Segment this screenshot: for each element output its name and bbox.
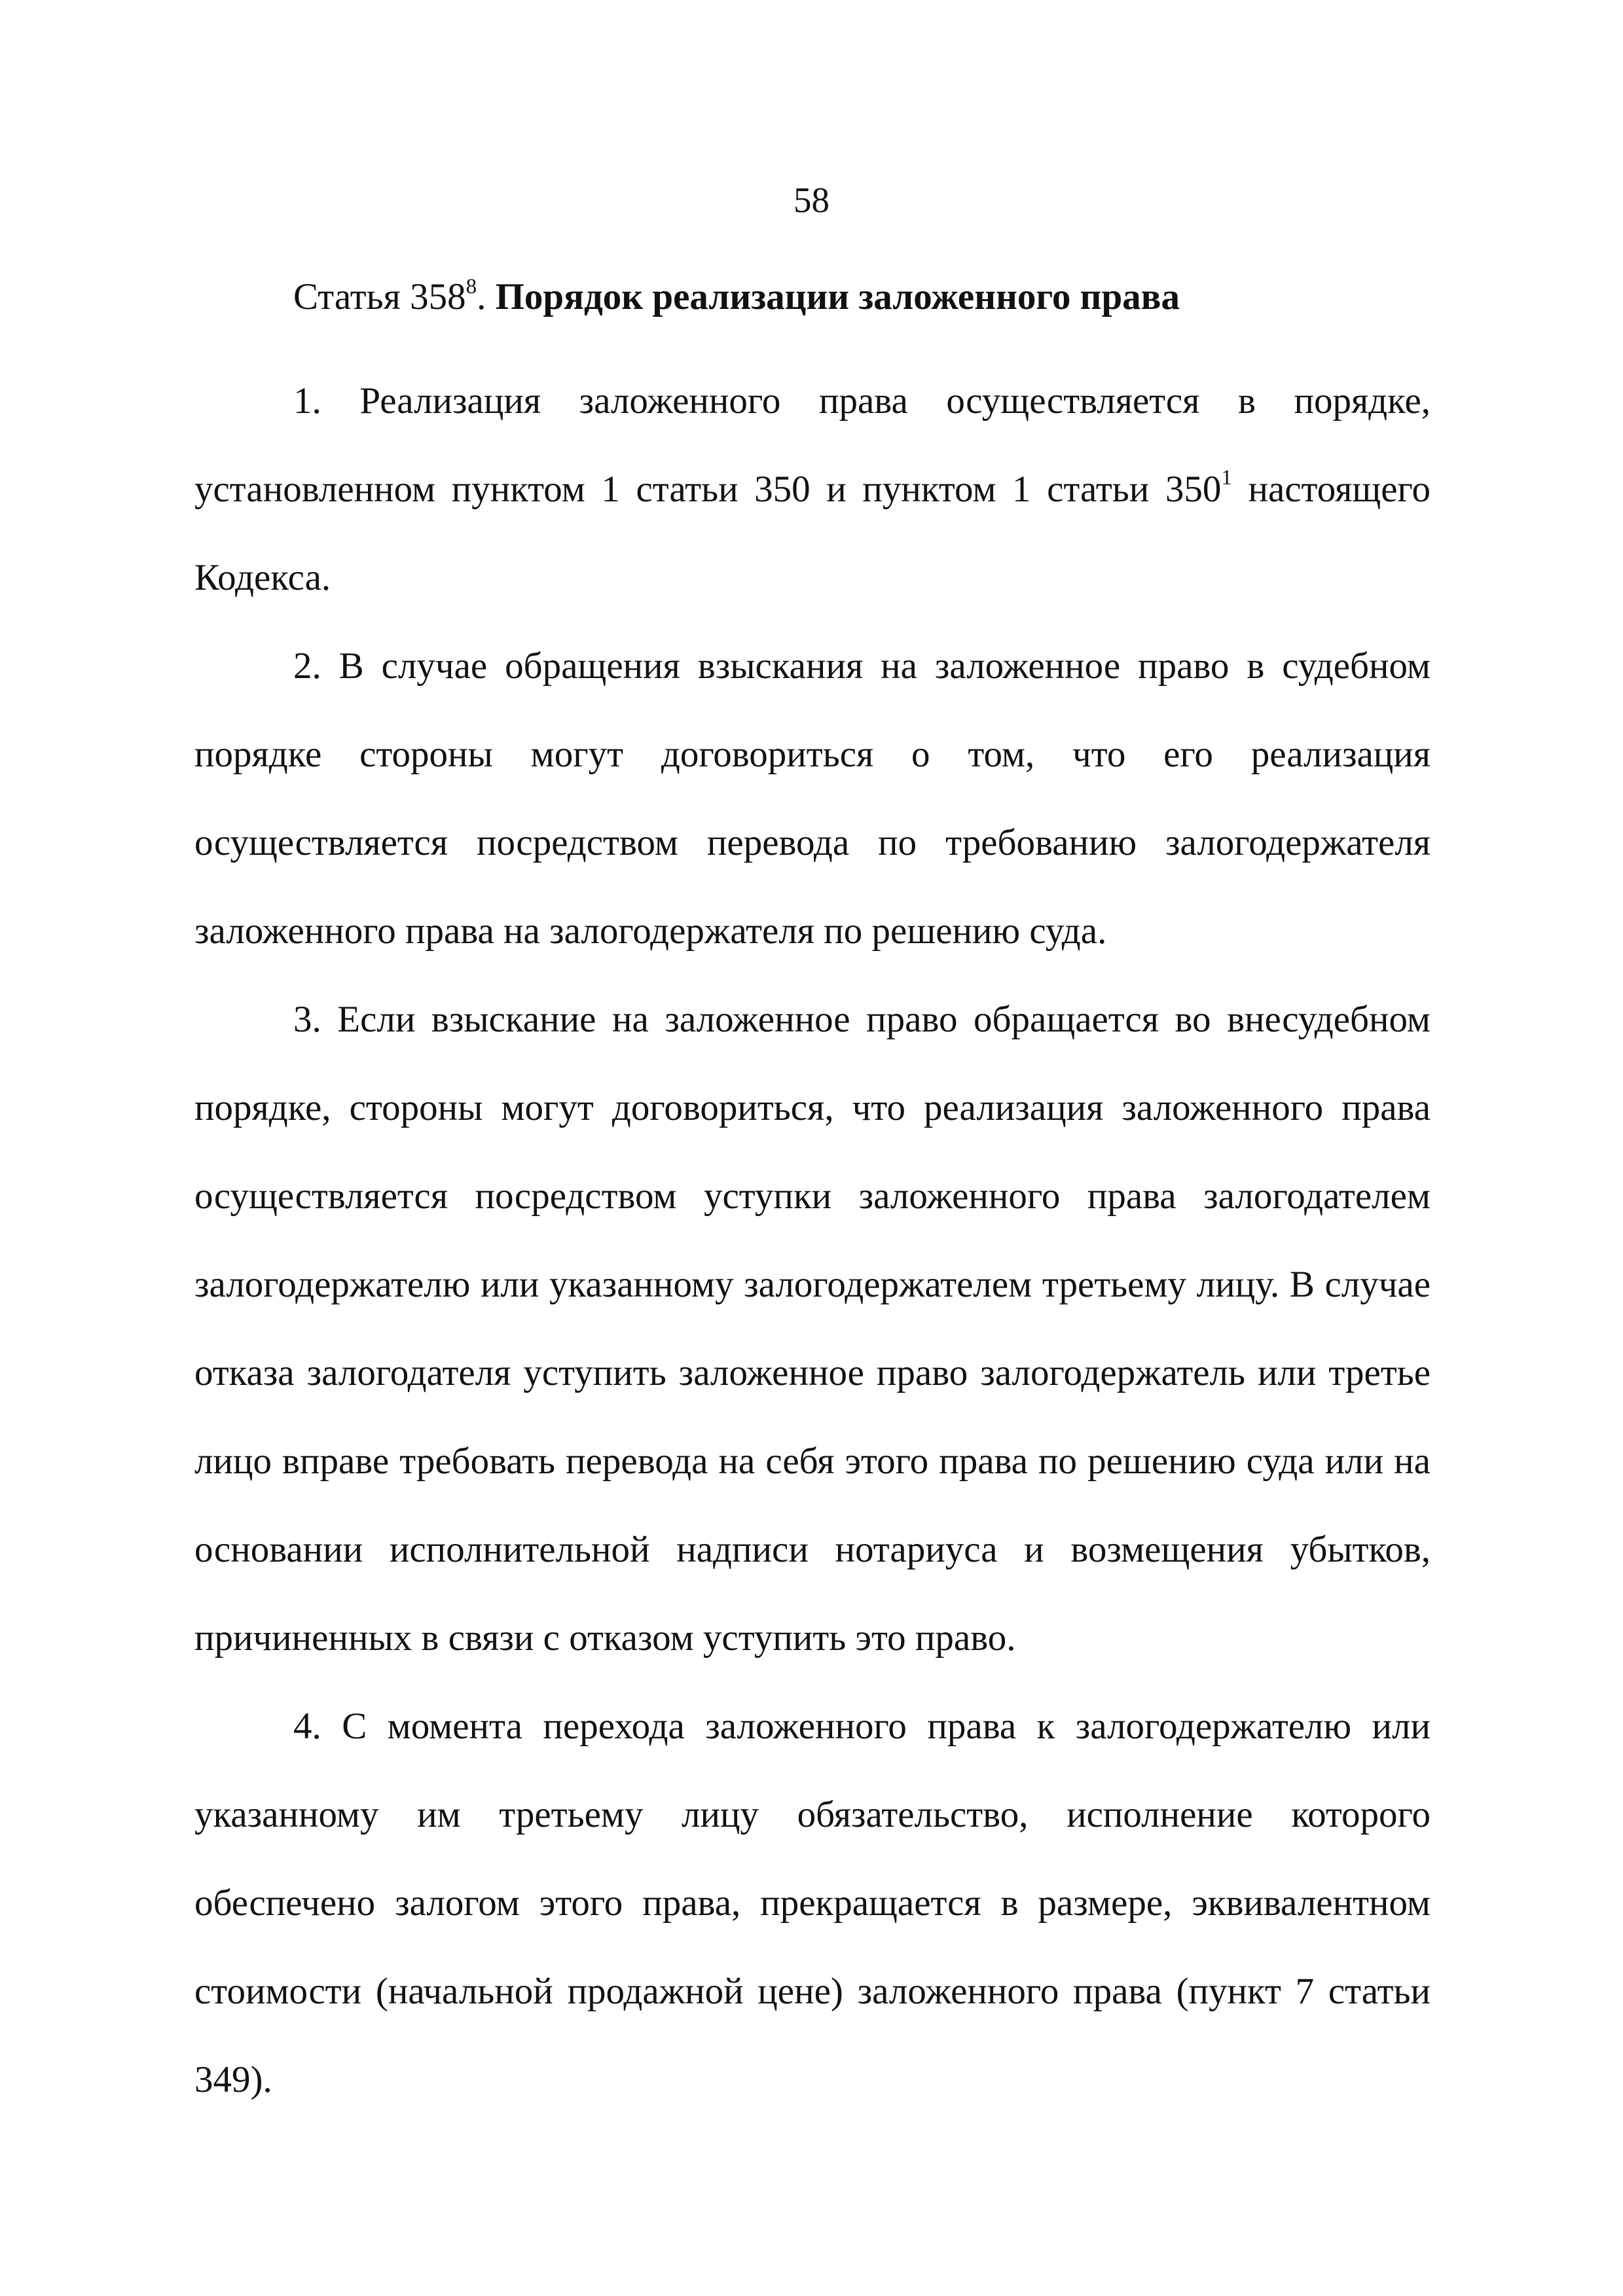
article-number: Статья 358 <box>293 276 466 317</box>
paragraph-3: 3. Если взыскание на заложенное право обращается во внесудебном порядке, стороны могут договориться, что реализация заложенного права осуществляется посредством уступки заложенного права залогодателем залогодержателю или указанному залогодержателем третьему лицу. В случае отказа залогодателя уступить заложенное право залогодержатель или третье лицо вправе требовать перевода на себя этого права по решению суда или на основании исполнительной надписи нотариуса и возмещения убытков, причиненных в связи с отказом уступить это право. <box>194 999 1431 1659</box>
paragraph-1-superscript: 1 <box>1221 466 1232 490</box>
paragraph-1-text-end: настоящего Кодекса. <box>194 469 1431 598</box>
heading-separator: . <box>477 276 496 317</box>
paragraph-2: 2. В случае обращения взыскания на заложенное право в судебном порядке стороны могут договориться о том, что его реализация осуществляется посредством перевода по требованию залогодержателя заложенного права на залогодержателя по решению суда. <box>194 645 1431 952</box>
paragraph-1 <box>194 357 1431 622</box>
article-body <box>194 357 1431 2124</box>
paragraph-4: 4. С момента перехода заложенного права к залогодержателю или указанному им третьему лицу обязательство, исполнение которого обеспечено залогом этого права, прекращается в размере, эквивалентном стоимости (начальной продажной цене) заложенного права (пункт 7 статьи 349). <box>194 1706 1431 2100</box>
article-number-superscript: 8 <box>465 275 477 298</box>
page-number: 58 <box>793 180 830 220</box>
paragraph-1-text: 1. Реализация заложенного права осуществляется в порядке, установленном пунктом 1 статьи 350 и пунктом 1 статьи 350 <box>194 380 1431 510</box>
article-heading <box>293 275 1180 317</box>
article-title: Порядок реализации заложенного права <box>495 276 1180 317</box>
